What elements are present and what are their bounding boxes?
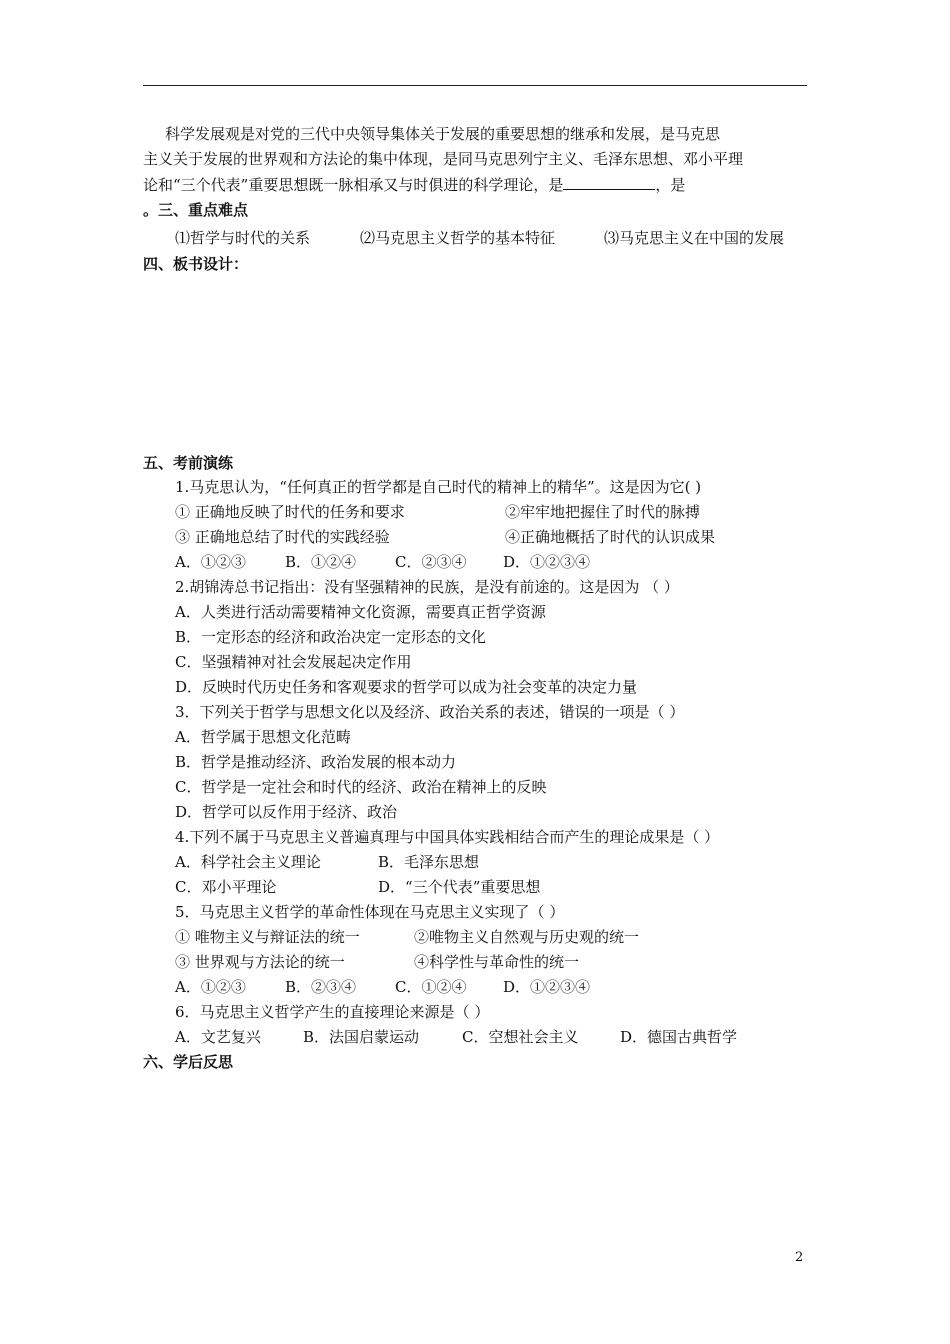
key-point-3: ⑶马克思主义在中国的发展 xyxy=(604,229,785,247)
q4-option-d[interactable]: D．“三个代表”重要思想 xyxy=(378,878,541,896)
q5-stem: 5．马克思主义哲学的革命性体现在马克思主义实现了（ ） xyxy=(175,903,565,921)
answer-blank[interactable] xyxy=(563,175,655,190)
q3-option-d[interactable]: D．哲学可以反作用于经济、政治 xyxy=(175,803,398,821)
intro-line-1: 科学发展观是对党的三代中央领导集体关于发展的重要思想的继承和发展，是马克思 xyxy=(165,125,721,143)
intro-paragraph xyxy=(143,122,807,222)
q2-stem: 2.胡锦涛总书记指出：没有坚强精神的民族，是没有前途的。这是因为 （ ） xyxy=(175,578,679,596)
q5-item-4: ④科学性与革命性的统一 xyxy=(414,953,580,971)
q1-option-a[interactable]: A．①②③ xyxy=(175,553,246,571)
intro-line-3-text: 论和“三个代表”重要思想既一脉相承又与时俱进的科学理论，是 xyxy=(143,176,564,194)
q1-item-2: ②牢牢地把握住了时代的脉搏 xyxy=(505,503,701,521)
q4-stem: 4.下列不属于马克思主义普遍真理与中国具体实践相结合而产生的理论成果是（ ） xyxy=(175,828,720,846)
q4-option-a[interactable]: A．科学社会主义理论 xyxy=(175,853,321,871)
page-number: 2 xyxy=(795,1250,804,1265)
q4-option-b[interactable]: B．毛泽东思想 xyxy=(378,853,480,871)
q5-item-2: ②唯物主义自然观与历史观的统一 xyxy=(414,928,640,946)
q1-item-3: ③ 正确地总结了时代的实践经验 xyxy=(175,528,390,546)
q4-option-c[interactable]: C．邓小平理论 xyxy=(175,878,277,896)
q5-option-d[interactable]: D．①②③④ xyxy=(503,978,591,996)
q1-option-c[interactable]: C．②③④ xyxy=(395,553,467,571)
q6-option-a[interactable]: A．文艺复兴 xyxy=(175,1028,261,1046)
section3-heading: 。三、重点难点 xyxy=(143,201,249,219)
q1-item-1: ① 正确地反映了时代的任务和要求 xyxy=(175,503,405,521)
q1-option-d[interactable]: D．①②③④ xyxy=(503,553,591,571)
intro-line-2: 主义关于发展的世界观和方法论的集中体现，是同马克思列宁主义、毛泽东思想、邓小平理 xyxy=(143,150,744,168)
q2-option-a[interactable]: A．人类进行活动需要精神文化资源，需要真正哲学资源 xyxy=(175,603,546,621)
q3-option-a[interactable]: A．哲学属于思想文化范畴 xyxy=(175,728,351,746)
q3-option-c[interactable]: C．哲学是一定社会和时代的经济、政治在精神上的反映 xyxy=(175,778,547,796)
q1-stem: 1.马克思认为，“任何真正的哲学都是自己时代的精神上的精华”。这是因为它( ) xyxy=(175,478,702,496)
q1-item-4: ④正确地概括了时代的认识成果 xyxy=(505,528,716,546)
key-point-1: ⑴哲学与时代的关系 xyxy=(175,229,311,247)
q5-item-3: ③ 世界观与方法论的统一 xyxy=(175,953,345,971)
q2-option-c[interactable]: C．坚强精神对社会发展起决定作用 xyxy=(175,653,412,671)
section4-heading: 四、板书设计： xyxy=(143,255,249,273)
q2-option-b[interactable]: B．一定形态的经济和政治决定一定形态的文化 xyxy=(175,628,487,646)
intro-line-3-tail: ，是 xyxy=(655,176,686,194)
intro-line-3 xyxy=(143,173,685,198)
q5-option-c[interactable]: C．①②④ xyxy=(395,978,467,996)
q1-option-b[interactable]: B．①②④ xyxy=(285,553,357,571)
q6-option-c[interactable]: C．空想社会主义 xyxy=(462,1028,579,1046)
q5-option-b[interactable]: B．②③④ xyxy=(285,978,357,996)
q3-option-b[interactable]: B．哲学是推动经济、政治发展的根本动力 xyxy=(175,753,457,771)
key-point-2: ⑵马克思主义哲学的基本特征 xyxy=(360,229,556,247)
section6-heading: 六、学后反思 xyxy=(143,1053,234,1071)
q5-option-a[interactable]: A．①②③ xyxy=(175,978,246,996)
q6-option-d[interactable]: D．德国古典哲学 xyxy=(620,1028,738,1046)
q6-option-b[interactable]: B．法国启蒙运动 xyxy=(303,1028,420,1046)
q2-option-d[interactable]: D．反映时代历史任务和客观要求的哲学可以成为社会变革的决定力量 xyxy=(175,678,638,696)
section5-heading: 五、考前演练 xyxy=(143,454,234,472)
q5-item-1: ① 唯物主义与辩证法的统一 xyxy=(175,928,360,946)
q6-stem: 6．马克思主义哲学产生的直接理论来源是（ ） xyxy=(175,1003,490,1021)
q3-stem: 3．下列关于哲学与思想文化以及经济、政治关系的表述，错误的一项是（ ） xyxy=(175,703,685,721)
header-rule xyxy=(143,85,807,86)
